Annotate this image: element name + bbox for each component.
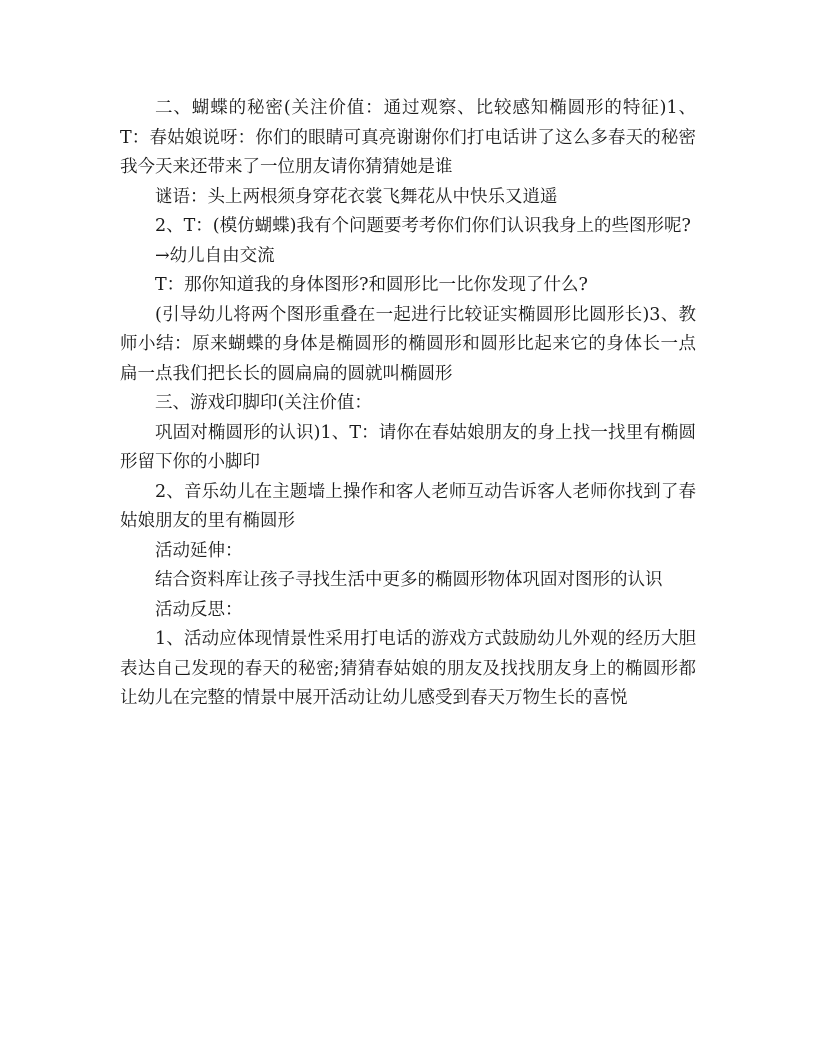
document-body bbox=[120, 94, 696, 714]
paragraph-reflection-content: 1、活动应体现情景性采用打电话的游戏方式鼓励幼儿外观的经历大胆表达自己发现的春天的秘密;猜猜春姑娘的朋友及找找朋友身上的椭圆形都让幼儿在完整的情景中展开活动让幼儿感受到春天万物生长的喜悦 bbox=[120, 629, 696, 708]
heading-activity-reflection: 活动反思： bbox=[155, 599, 243, 620]
paragraph-riddle: 谜语：头上两根须身穿花衣裳飞舞花从中快乐又逍遥 bbox=[155, 186, 558, 207]
paragraph-imitate-butterfly: 2、T：(模仿蝴蝶)我有个问题要考考你们你们认识我身上的些图形呢? bbox=[155, 216, 691, 236]
paragraph-consolidate-ellipse: 巩固对椭圆形的认识)1、T：请你在春姑娘朋友的身上找一找里有椭圆形留下你的小脚印 bbox=[120, 422, 696, 472]
paragraph-free-exchange: →幼儿自由交流 bbox=[155, 245, 275, 266]
paragraph-section-two-butterfly-secret: 二、蝴蝶的秘密(关注价值：通过观察、比较感知椭圆形的特征)1、T：春姑娘说呀：你们的眼睛可真亮谢谢你们打电话讲了这么多春天的秘密我今天来还带来了一位朋友请你猜猜她是谁 bbox=[120, 98, 696, 177]
paragraph-teacher-summary: (引导幼儿将两个图形重叠在一起进行比较证实椭圆形比圆形长)3、教师小结：原来蝴蝶的身体是椭圆形的椭圆形和圆形比起来它的身体长一点扁一点我们把长长的圆扁扁的圆就叫椭圆形 bbox=[120, 304, 696, 384]
paragraph-section-three-footprint-game: 三、游戏印脚印(关注价值： bbox=[155, 393, 372, 413]
paragraph-compare-circle: T：那你知道我的身体图形?和圆形比一比你发现了什么? bbox=[155, 275, 588, 295]
paragraph-extension-content: 结合资料库让孩子寻找生活中更多的椭圆形物体巩固对图形的认识 bbox=[155, 570, 663, 590]
paragraph-music-activity: 2、音乐幼儿在主题墙上操作和客人老师互动告诉客人老师你找到了春姑娘朋友的里有椭圆形 bbox=[120, 481, 696, 531]
heading-activity-extension: 活动延伸： bbox=[155, 540, 243, 561]
